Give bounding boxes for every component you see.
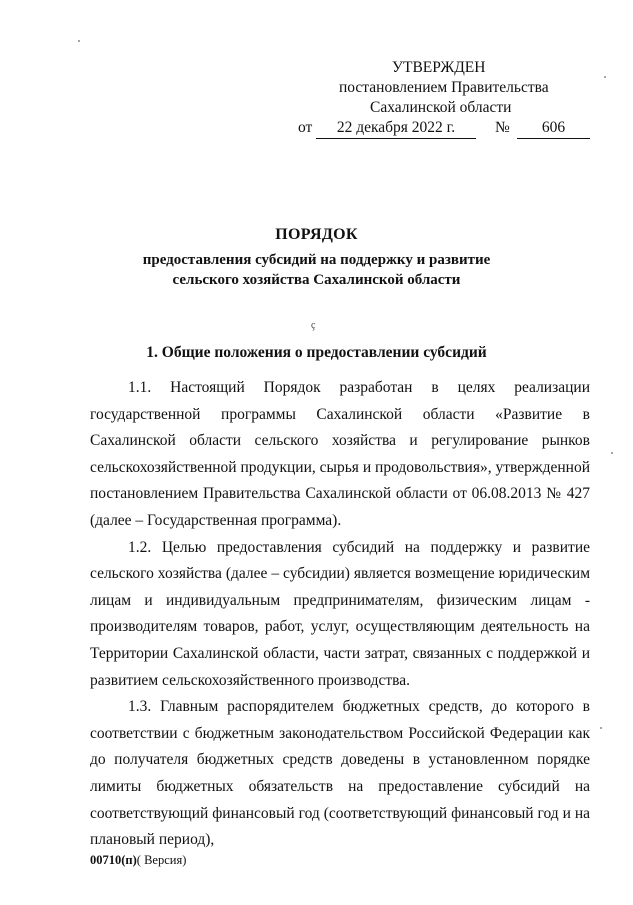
approval-stamp xyxy=(290,58,600,140)
document-subtitle-line-1: предоставления субсидий на поддержку и развитие xyxy=(142,252,491,268)
paragraph-1-2: 1.2. Целью предоставления субсидий на поддержку и развитие сельского хозяйства (далее – субсидии) является возмещение юридическим лицам и индивидуальным предпринимателям, физическим лицам - производителям товаров, работ, услуг, осуществляющим деятельность на Территории Сахалинской области, части затрат, связанных с поддержкой и развитием сельскохозяйственного производства. xyxy=(90,538,590,689)
footer xyxy=(90,853,186,868)
number-label: № xyxy=(495,119,510,136)
paragraph-1-3: 1.3. Главным распорядителем бюджетных средств, до которого в соответствии с бюджетным законодательством Российской Федерации как до получателя бюджетных средств доведены в установленном порядке лимиты бюджетных обязательств на предоставление субсидий на соответствующий финансовый год (соответствующий финансовый год и на плановый период), xyxy=(90,698,590,849)
document-subtitle-line-2: сельского хозяйства Сахалинской области xyxy=(172,272,461,288)
document-code: 00710(п) xyxy=(90,853,137,867)
scan-speck xyxy=(78,40,80,42)
from-label: от xyxy=(298,119,313,136)
scan-mark: ç xyxy=(311,320,316,331)
document-version: ( Версия) xyxy=(136,853,187,867)
scan-speck xyxy=(600,727,602,729)
scan-speck xyxy=(604,76,606,78)
paragraph-1-1: 1.1. Настоящий Порядок разработан в целях реализации государственной программы Сахалинской области «Развитие в Сахалинской области сельского хозяйства и регулирование рынков сельскохозяйственной продукции, сырья и продовольствия», утвержденной постановлением Правительства Сахалинской области от 06.08.2013 № 427 (далее – Государственная программа). xyxy=(90,379,590,529)
approval-number: 606 xyxy=(517,118,590,139)
approval-title: УТВЕРЖДЕН xyxy=(392,59,486,76)
body-text xyxy=(90,375,590,854)
approval-line-2: постановлением Правительства xyxy=(339,79,549,96)
document-title: ПОРЯДОК xyxy=(275,226,358,243)
approval-date-row xyxy=(290,118,600,140)
approval-line-3: Сахалинской области xyxy=(370,99,512,116)
scan-speck xyxy=(611,452,613,454)
approval-date: 22 декабря 2022 г. xyxy=(316,118,476,139)
section-heading: 1. Общие положения о предоставлении субсидий xyxy=(146,344,487,361)
